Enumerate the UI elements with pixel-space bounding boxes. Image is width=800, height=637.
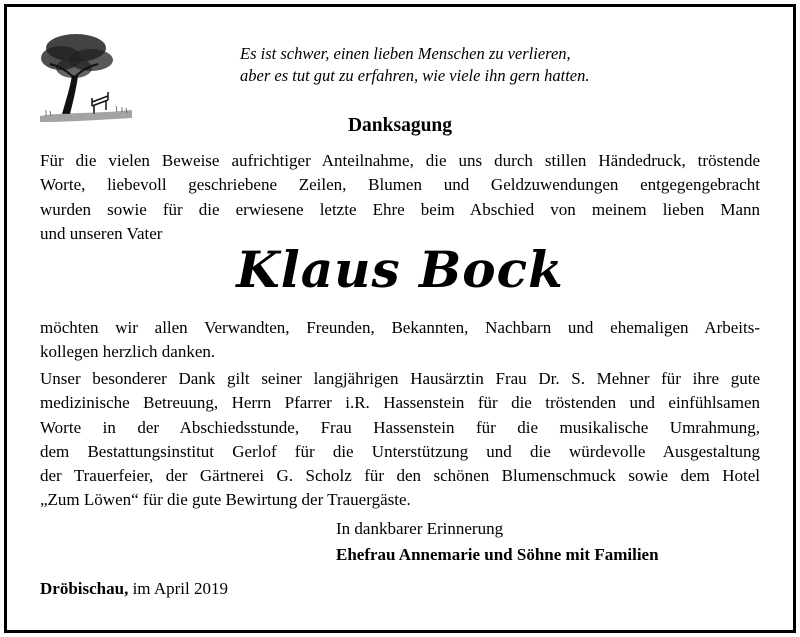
paragraph-special-thanks (40, 367, 760, 513)
deceased-name: Klaus Bock (236, 240, 564, 299)
text-line: kollegen herzlich danken. (40, 342, 216, 362)
quote (240, 43, 660, 87)
text-line: und unseren Vater (40, 223, 163, 243)
heading: Danksagung (347, 115, 453, 136)
paragraph-intro (40, 149, 760, 246)
text-line: Unser besonderer Dank gilt seiner langjährigen Hausärztin Frau Dr. S. Mehner für ihre gute (40, 369, 760, 388)
text-line: medizinische Betreuung, Herrn Pfarrer i.R. Hassenstein für die tröstenden und einfühlsamen (40, 393, 760, 413)
text-line: Für die vielen Beweise aufrichtiger Anteilnahme, die uns durch stillen Händedruck, tröstende (40, 151, 760, 170)
tree-with-bench-icon (36, 30, 136, 125)
place-town: Dröbischau, (40, 579, 129, 598)
text-line: Worte, liebevoll geschriebene Zeilen, Blumen und Geldzuwendungen entgegengebracht (40, 175, 760, 195)
place-date: im April 2019 (132, 579, 228, 598)
place-and-date (40, 579, 228, 599)
text-line: dem Bestattungsinstitut Gerlof für die Unterstützung und die würdevolle Ausgestaltung (40, 441, 760, 461)
text-line: wurden sowie für die erwiesene letzte Ehre beim Abschied von meinem lieben Mann (40, 199, 760, 219)
closing-phrase: In dankbarer Erinnerung (336, 519, 504, 538)
quote-line-2: aber es tut gut zu erfahren, wie viele ihn gern hatten. (240, 66, 590, 85)
text-line: Worte in der Abschiedsstunde, Frau Hassenstein für die musikalische Umrahmung, (40, 417, 760, 437)
text-line: der Trauerfeier, der Gärtnerei G. Scholz für den schönen Blumenschmuck sowie dem Hotel (40, 466, 760, 486)
quote-line-1: Es ist schwer, einen lieben Menschen zu verlieren, (240, 44, 571, 63)
text-line: „Zum Löwen“ für die gute Bewirtung der Trauergäste. (40, 490, 411, 510)
paragraph-thanks (40, 316, 760, 365)
text-line: möchten wir allen Verwandten, Freunden, Bekannten, Nachbarn und ehemaligen Arbeits- (40, 318, 760, 337)
signatories: Ehefrau Annemarie und Söhne mit Familien (336, 545, 659, 564)
